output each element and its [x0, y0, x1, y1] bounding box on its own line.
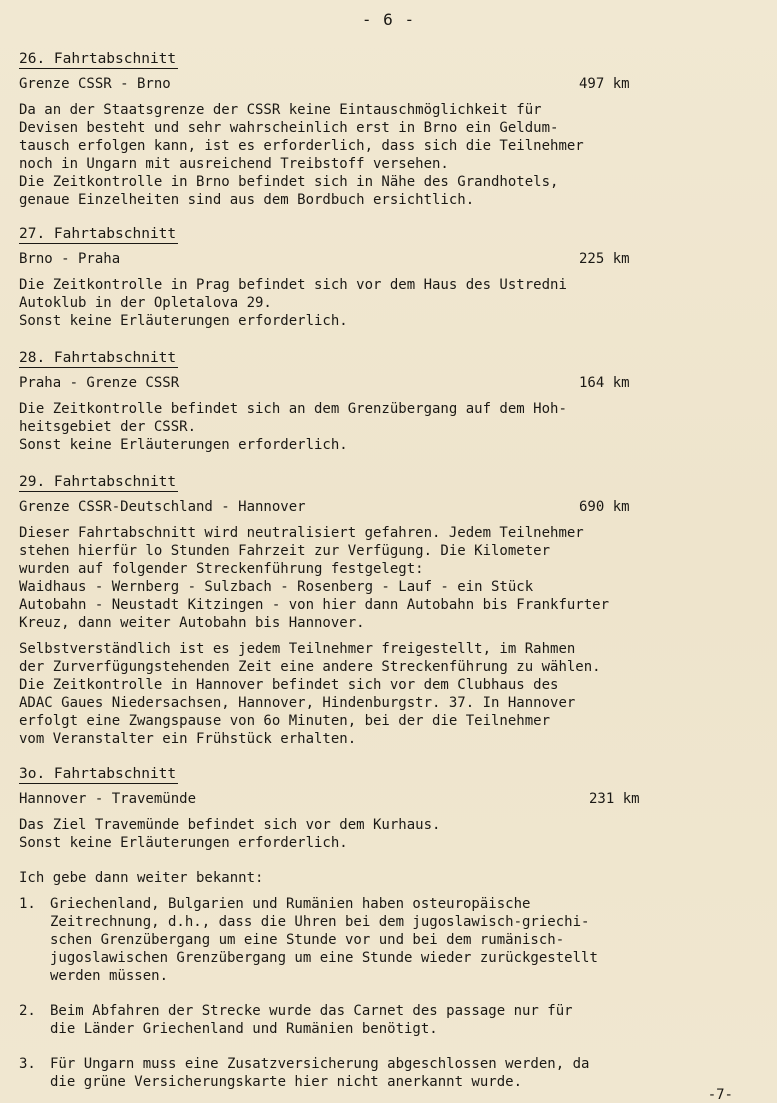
route-distance: 164 km [579, 375, 630, 391]
list-item [19, 895, 759, 985]
route-row [19, 250, 759, 268]
section-heading: 26. Fahrtabschnitt [19, 51, 177, 67]
section-28 [19, 347, 759, 454]
list-item-number: 2. [19, 1003, 36, 1019]
next-page-marker: -7- [707, 1087, 733, 1103]
section-paragraph: Da an der Staatsgrenze der CSSR keine Eintauschmöglichkeit für Devisen besteht und sehr wahrscheinlich erst in Brno ein Geldum- tausch erfolgen kann, ist es erforderlich, dass sich die Teilnehmer noch in Ungarn mit ausreichend Treibstoff versehen. Die Zeitkontrolle in Brno befindet sich in Nähe des Grandhotels, genaue Einzelheiten sind aus dem Bordbuch ersichtlich. [19, 102, 584, 208]
route-name: Hannover - Travemünde [19, 791, 197, 807]
route-name: Praha - Grenze CSSR [19, 375, 180, 391]
route-name: Brno - Praha [19, 251, 121, 267]
list-item [19, 1002, 759, 1038]
route-name: Grenze CSSR - Brno [19, 76, 171, 92]
section-29 [19, 471, 759, 748]
announcement-intro: Ich gebe dann weiter bekannt: [19, 870, 264, 886]
route-row [19, 498, 759, 516]
route-row [19, 75, 759, 93]
route-row [19, 790, 759, 808]
section-heading: 3o. Fahrtabschnitt [19, 766, 177, 782]
route-distance: 690 km [579, 499, 630, 515]
section-paragraph: Die Zeitkontrolle in Prag befindet sich vor dem Haus des Ustredni Autoklub in der Opletalova 29. Sonst keine Erläuterungen erforderlich. [19, 277, 567, 329]
section-heading: 28. Fahrtabschnitt [19, 350, 177, 366]
section-paragraph: Dieser Fahrtabschnitt wird neutralisiert gefahren. Jedem Teilnehmer stehen hierfür lo Stunden Fahrzeit zur Verfügung. Die Kilometer wurden auf folgender Streckenführung festgelegt: Waidhaus - Wernberg - Sulzbach - Rosenberg - Lauf - ein Stück Autobahn - Neustadt Kitzingen - von hier dann Autobahn bis Frankfurter Kreuz, dann weiter Autobahn bis Hannover. [19, 525, 610, 631]
route-row [19, 374, 759, 392]
list-item-text: Beim Abfahren der Strecke wurde das Carnet des passage nur für die Länder Griechenland und Rumänien benötigt. [50, 1003, 573, 1037]
route-distance: 497 km [579, 76, 630, 92]
page-number: - 6 - [361, 10, 416, 29]
list-item [19, 1055, 759, 1091]
route-name: Grenze CSSR-Deutschland - Hannover [19, 499, 306, 515]
section-heading: 29. Fahrtabschnitt [19, 474, 177, 490]
section-heading: 27. Fahrtabschnitt [19, 226, 177, 242]
list-item-text: Für Ungarn muss eine Zusatzversicherung abgeschlossen werden, da die grüne Versicherungskarte hier nicht anerkannt wurde. [50, 1056, 590, 1090]
list-item-number: 1. [19, 896, 36, 912]
section-paragraph: Selbstverständlich ist es jedem Teilnehmer freigestellt, im Rahmen der Zurverfügungstehenden Zeit eine andere Streckenführung zu wählen. Die Zeitkontrolle in Hannover befindet sich vor dem Clubhaus des ADAC Gaues Niedersachsen, Hannover, Hindenburgstr. 37. In Hannover erfolgt eine Zwangspause von 6o Minuten, bei der die Teilnehmer vom Veranstalter ein Frühstück erhalten. [19, 641, 601, 747]
section-paragraph: Die Zeitkontrolle befindet sich an dem Grenzübergang auf dem Hoh- heitsgebiet der CSSR. Sonst keine Erläuterungen erforderlich. [19, 401, 567, 453]
route-distance: 231 km [589, 791, 640, 807]
section-30 [19, 763, 759, 852]
section-26 [19, 48, 759, 209]
section-paragraph: Das Ziel Travemünde befindet sich vor dem Kurhaus. Sonst keine Erläuterungen erforderlich. [19, 817, 441, 851]
list-item-number: 3. [19, 1056, 36, 1072]
list-item-text: Griechenland, Bulgarien und Rumänien haben osteuropäische Zeitrechnung, d.h., dass die Uhren bei dem jugoslawisch-griechi- schen Grenzübergang um eine Stunde vor und bei dem rumänisch- jugoslawischen Grenzübergang um eine Stunde wieder zurückgestellt werden müssen. [50, 896, 598, 984]
section-27 [19, 223, 759, 330]
route-distance: 225 km [579, 251, 630, 267]
